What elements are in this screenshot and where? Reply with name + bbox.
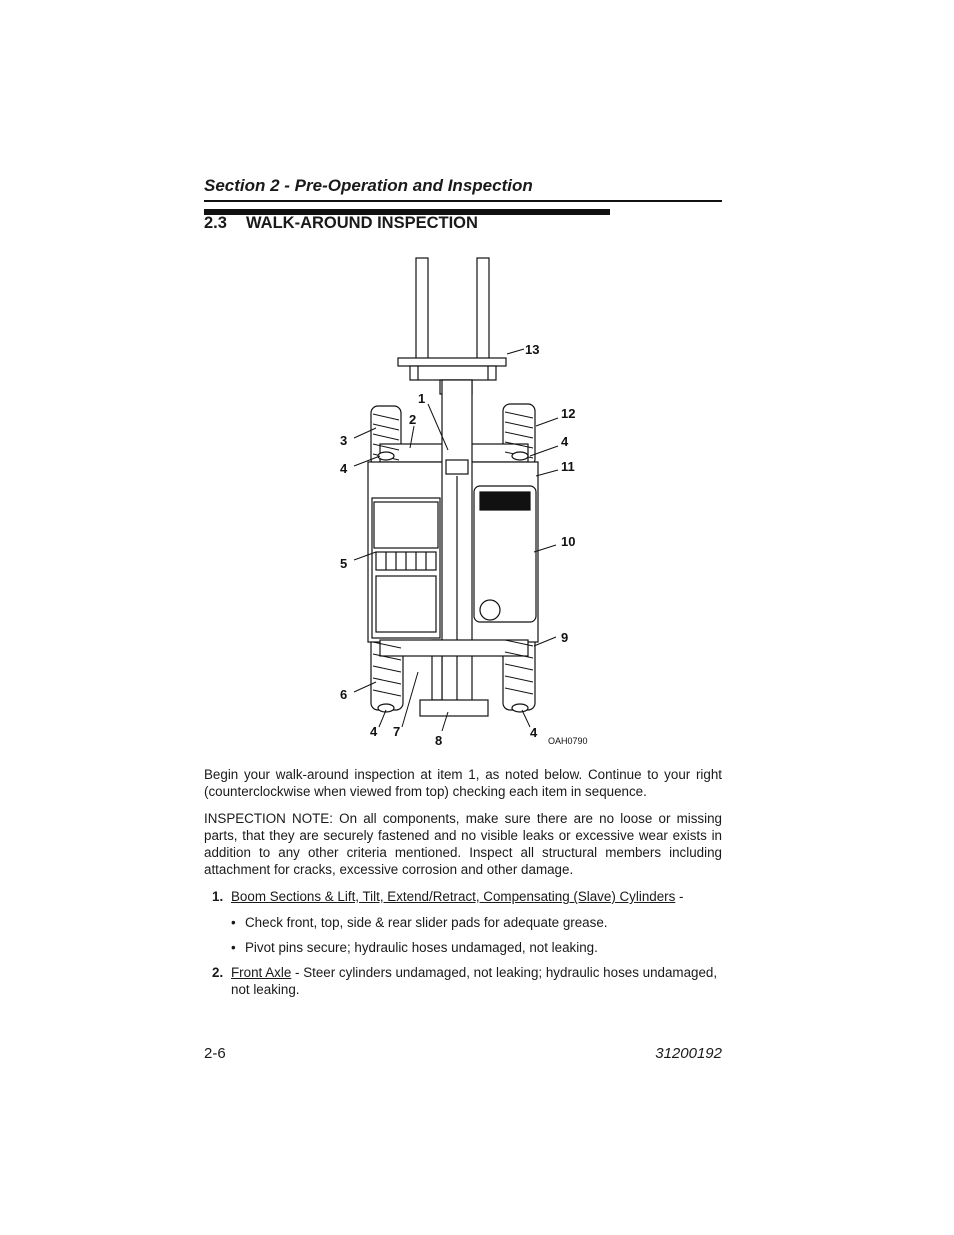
list-item <box>204 888 722 905</box>
leader-11 <box>536 470 558 476</box>
leader-7 <box>402 672 418 727</box>
item-suffix: - Steer cylinders undamaged, not leaking; hydraulic hoses undamaged, not leaking. <box>231 965 718 997</box>
bullet-item: • Pivot pins secure; hydraulic hoses undamaged, not leaking. <box>231 940 598 955</box>
item-number: 1. <box>212 889 224 904</box>
item-title: Boom Sections & Lift, Tilt, Extend/Retract, Compensating (Slave) Cylinders <box>231 889 676 904</box>
heading-title: WALK-AROUND INSPECTION <box>246 214 478 232</box>
callout-3: 3 <box>340 433 348 448</box>
callout-12: 12 <box>561 406 576 421</box>
item-title: Front Axle <box>231 965 292 980</box>
leader-4b <box>379 710 386 727</box>
page-number: 2-6 <box>204 1045 226 1062</box>
leader-4c <box>522 710 530 727</box>
machine-top-view-figure <box>330 250 610 750</box>
intro-paragraph: Begin your walk-around inspection at item 1, as noted below. Continue to your right (counterclockwise when viewed from top) checking each item in sequence. <box>204 767 722 799</box>
item-number: 2. <box>212 965 224 980</box>
page-heading <box>204 214 478 233</box>
fork-right <box>477 258 489 360</box>
leader-13 <box>507 349 524 354</box>
inspection-note: INSPECTION NOTE: On all components, make sure there are no loose or missing parts, that they are securely fastened and no visible leaks or excessive wear exists in addition to any other criteria mentioned. Inspect all structural members including attachment for cracks, excessive corrosion and other damage. <box>204 811 722 877</box>
callout-4: 4 <box>370 724 378 739</box>
callout-2: 2 <box>409 412 417 427</box>
heading-number: 2.3 <box>204 214 227 232</box>
list-item <box>204 964 722 998</box>
callout-11: 11 <box>561 459 575 474</box>
header-rule-thin <box>204 200 722 202</box>
section-title: Section 2 - Pre-Operation and Inspection <box>204 176 533 195</box>
callout-4: 4 <box>340 461 348 476</box>
item-suffix: - <box>675 889 684 904</box>
callout-9: 9 <box>561 630 569 645</box>
callout-7: 7 <box>393 724 401 739</box>
bullet-text: Check front, top, side & rear slider pads for adequate grease. <box>245 915 608 930</box>
callout-5: 5 <box>340 556 348 571</box>
figure-code: OAH0790 <box>548 736 588 746</box>
bullet-item: • Check front, top, side & rear slider pads for adequate grease. <box>231 915 608 930</box>
callout-4: 4 <box>561 434 569 449</box>
leader-12 <box>536 418 558 426</box>
fork-left <box>416 258 428 360</box>
bullet-text: Pivot pins secure; hydraulic hoses undamaged, not leaking. <box>245 940 598 955</box>
document-number: 31200192 <box>655 1045 722 1062</box>
callout-8: 8 <box>435 733 443 748</box>
callout-10: 10 <box>561 534 576 549</box>
callout-1: 1 <box>418 391 426 406</box>
callout-6: 6 <box>340 687 348 702</box>
callout-4: 4 <box>530 725 538 740</box>
callout-13: 13 <box>525 342 540 357</box>
